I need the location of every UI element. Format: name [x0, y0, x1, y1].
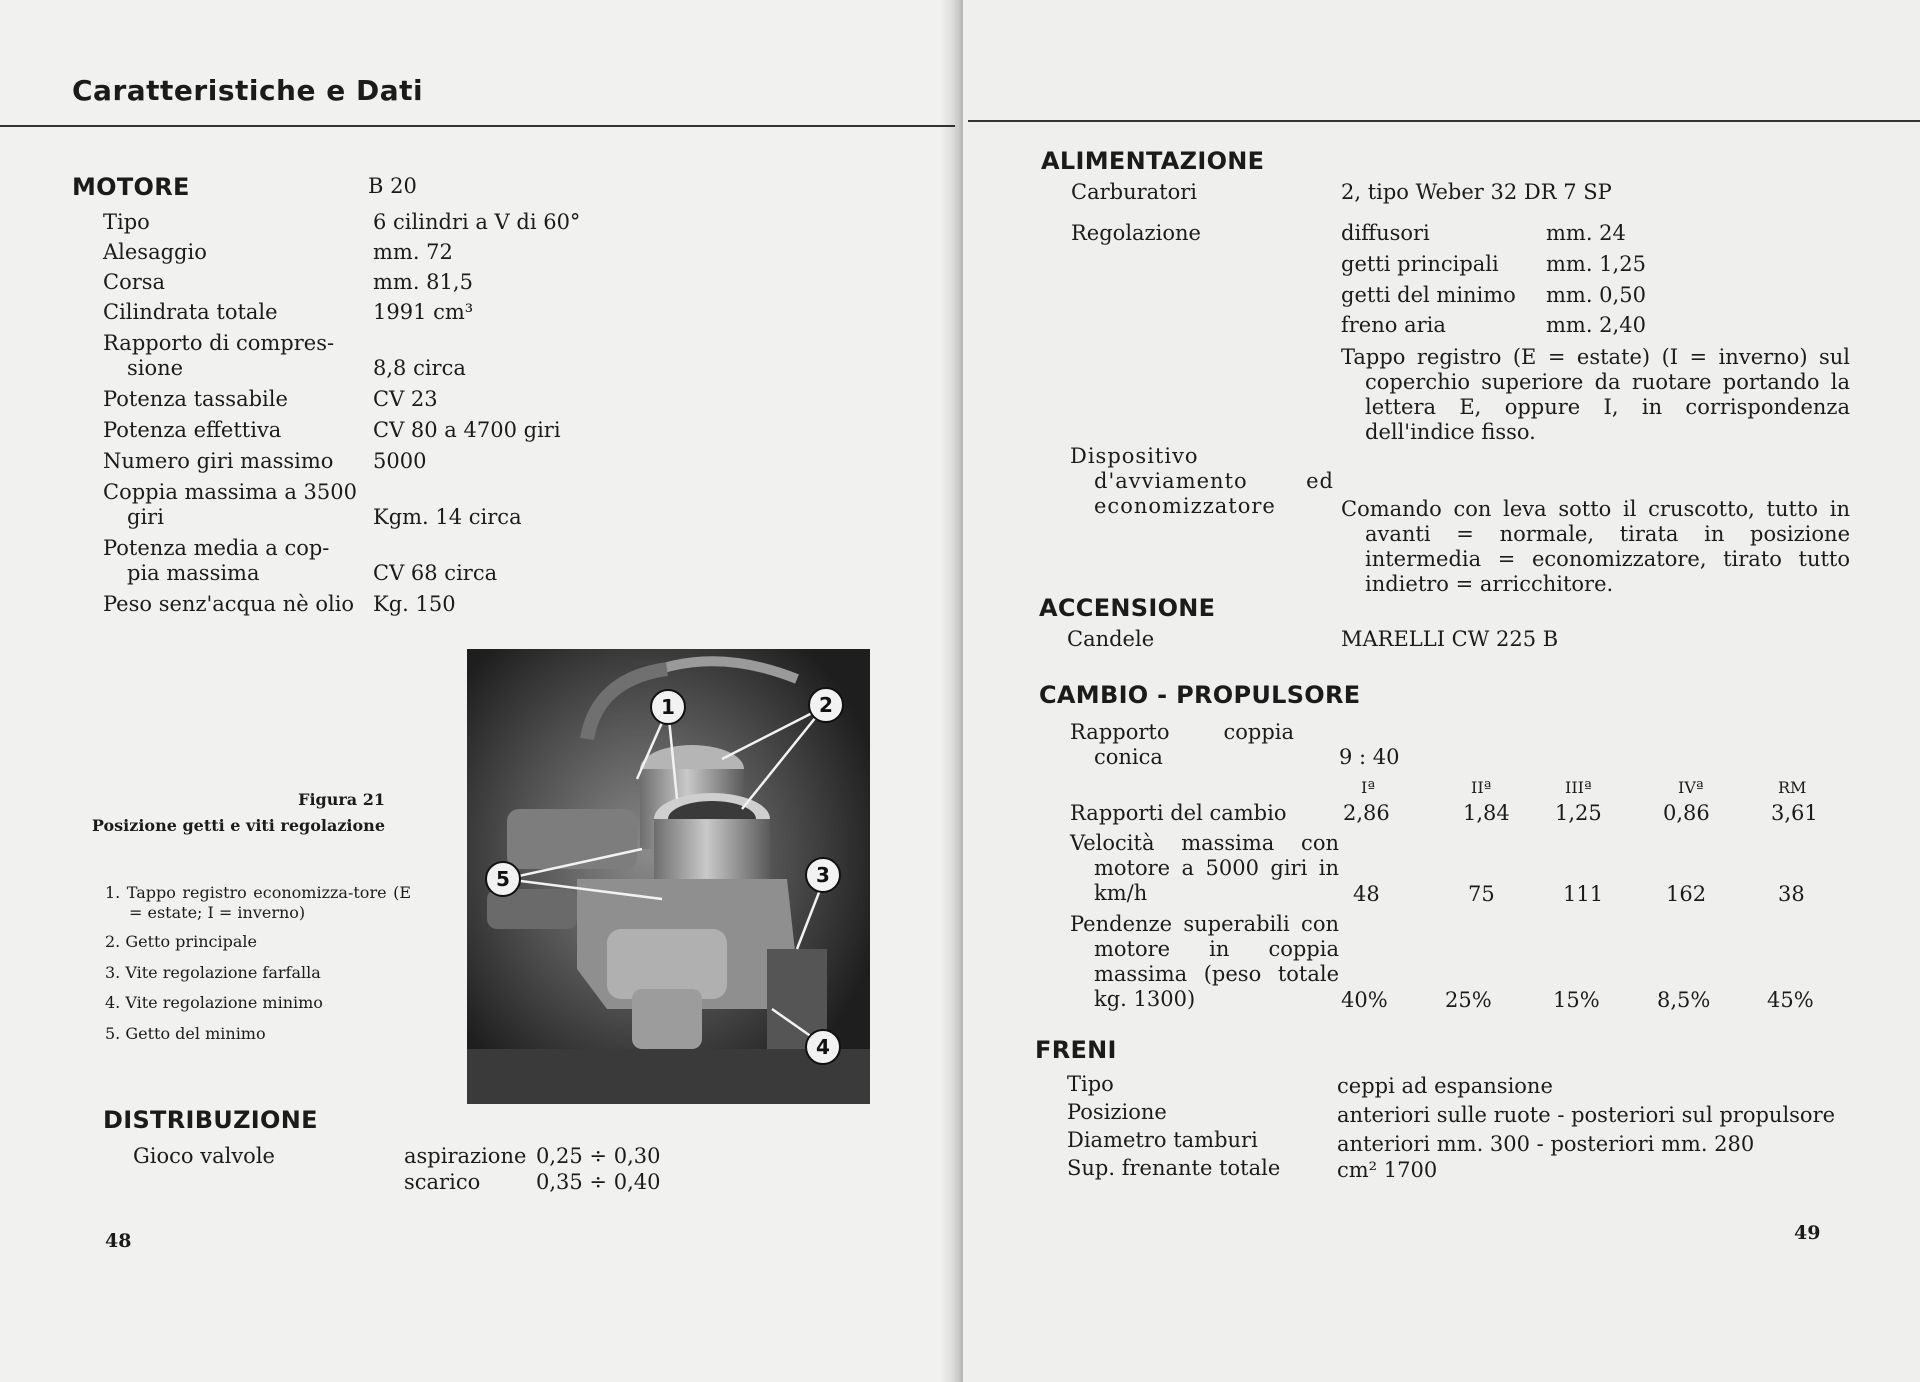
figure-title: Figura 21: [298, 790, 385, 809]
motore-value: Kg. 150: [373, 592, 456, 616]
gear-row-label: Velocità massima con motore a 5000 giri in km/h: [1070, 831, 1339, 905]
dispositivo-label: Dispositivo d'avviamento ed economizzatore: [1070, 444, 1334, 518]
valve-value: 0,35 ÷ 0,40: [536, 1170, 661, 1194]
freni-label: Diametro tamburi: [1067, 1128, 1258, 1152]
callout-1: 1: [661, 695, 675, 719]
motore-value: 8,8 circa: [373, 356, 466, 380]
motore-label: Coppia massima a 3500: [103, 480, 357, 504]
gear-cell: 1,84: [1463, 801, 1510, 825]
motore-value: CV 68 circa: [373, 561, 498, 585]
figure-caption: Posizione getti e viti regolazione: [91, 816, 385, 835]
carburetor-drawing: [467, 649, 870, 1104]
motore-label: Cilindrata totale: [103, 300, 278, 324]
valve-name: scarico: [404, 1170, 481, 1194]
header-rule: [0, 125, 955, 127]
freni-value: ceppi ad espansione: [1337, 1074, 1553, 1098]
gear-cell: 25%: [1445, 988, 1492, 1012]
motore-value: 6 cilindri a V di 60°: [373, 210, 581, 234]
gear-header: IIª: [1471, 778, 1492, 797]
regolazione-name: diffusori: [1341, 221, 1430, 245]
motore-label: Alesaggio: [103, 240, 207, 264]
motore-heading: MOTORE: [72, 173, 190, 201]
legend-item: 3. Vite regolazione farfalla: [105, 963, 321, 982]
freni-label: Posizione: [1067, 1100, 1167, 1124]
motore-label: Rapporto di compres-: [103, 331, 335, 355]
dispositivo-note: Comando con leva sotto il cruscotto, tutto in avanti = normale, tirata in posizione intermedia = economizzatore, tirato tutto indietro = arricchitore.: [1341, 497, 1850, 596]
distribuzione-label: Gioco valvole: [133, 1144, 275, 1168]
motore-value: Kgm. 14 circa: [373, 505, 522, 529]
freni-heading: FRENI: [1035, 1036, 1117, 1064]
motore-label-cont: sione: [127, 356, 184, 380]
gear-cell: 40%: [1341, 988, 1388, 1012]
carburatori-label: Carburatori: [1071, 180, 1197, 204]
candele-value: MARELLI CW 225 B: [1341, 627, 1559, 651]
freni-value: anteriori mm. 300 - posteriori mm. 280: [1337, 1132, 1755, 1156]
legend-item: 5. Getto del minimo: [105, 1024, 266, 1043]
callout-2: 2: [819, 693, 833, 717]
valve-name: aspirazione: [404, 1144, 527, 1168]
motore-label: Peso senz'acqua nè olio: [103, 592, 355, 616]
gear-cell: 162: [1666, 882, 1707, 906]
coppia-conica-value: 9 : 40: [1339, 745, 1400, 769]
regolazione-value: mm. 24: [1546, 221, 1626, 245]
carburatori-value: 2, tipo Weber 32 DR 7 SP: [1341, 180, 1612, 204]
valve-value: 0,25 ÷ 0,30: [536, 1144, 661, 1168]
gear-cell: 3,61: [1771, 801, 1818, 825]
gear-cell: 8,5%: [1657, 988, 1711, 1012]
carburetor-photo: [467, 649, 870, 1104]
callout-3: 3: [816, 863, 830, 887]
motore-label-cont: pia massima: [127, 561, 260, 585]
motore-value: mm. 72: [373, 240, 453, 264]
page-number: 48: [105, 1230, 132, 1252]
freni-value: cm² 1700: [1337, 1158, 1438, 1182]
page-number: 49: [1794, 1222, 1821, 1244]
gear-header: IVª: [1678, 778, 1704, 797]
legend-item: 2. Getto principale: [105, 932, 257, 951]
freni-label: Tipo: [1067, 1072, 1114, 1096]
callout-5: 5: [496, 867, 510, 891]
gear-cell: 2,86: [1343, 801, 1390, 825]
motore-value: CV 80 a 4700 giri: [373, 418, 561, 442]
candele-label: Candele: [1067, 627, 1155, 651]
motore-label: Potenza media a cop-: [103, 536, 330, 560]
motore-code: B 20: [368, 174, 417, 198]
freni-value: anteriori sulle ruote - posteriori sul propulsore: [1337, 1103, 1836, 1127]
page-header-title: Caratteristiche e Dati: [72, 74, 424, 107]
callout-4: 4: [816, 1035, 830, 1059]
regolazione-label: Regolazione: [1071, 221, 1201, 245]
gear-cell: 45%: [1767, 988, 1814, 1012]
right-page: [963, 0, 1920, 1382]
regolazione-name: getti del minimo: [1341, 283, 1516, 307]
gear-header: Iª: [1361, 778, 1375, 797]
header-rule: [968, 120, 1920, 122]
regolazione-value: mm. 1,25: [1546, 252, 1646, 276]
tappo-note: Tappo registro (E = estate) (I = inverno) sul coperchio superiore da ruotare portando la lettera E, oppure I, in corrispondenza dell'indice fisso.: [1341, 345, 1850, 444]
regolazione-value: mm. 0,50: [1546, 283, 1646, 307]
gear-cell: 1,25: [1555, 801, 1602, 825]
gear-row-label: Rapporti del cambio: [1070, 801, 1287, 825]
motore-label: Numero giri massimo: [103, 449, 334, 473]
motore-label: Potenza tassabile: [103, 387, 288, 411]
motore-value: CV 23: [373, 387, 438, 411]
freni-label: Sup. frenante totale: [1067, 1156, 1281, 1180]
gear-row-label: Pendenze superabili con motore in coppia massima (peso totale kg. 1300): [1070, 912, 1339, 1011]
regolazione-name: getti principali: [1341, 252, 1499, 276]
alimentazione-heading: ALIMENTAZIONE: [1041, 147, 1265, 175]
gear-header: IIIª: [1565, 778, 1592, 797]
cambio-heading: CAMBIO - PROPULSORE: [1039, 681, 1361, 709]
gear-cell: 15%: [1553, 988, 1600, 1012]
gear-cell: 111: [1563, 882, 1604, 906]
regolazione-value: mm. 2,40: [1546, 313, 1646, 337]
gear-cell: 75: [1468, 882, 1495, 906]
motore-value: 1991 cm³: [373, 300, 474, 324]
accensione-heading: ACCENSIONE: [1039, 594, 1216, 622]
coppia-conica-label: Rapporto coppia conica: [1070, 720, 1294, 769]
motore-value: 5000: [373, 449, 427, 473]
motore-label: Potenza effettiva: [103, 418, 282, 442]
gear-cell: 38: [1778, 882, 1805, 906]
left-page: [0, 0, 955, 1382]
motore-value: mm. 81,5: [373, 270, 473, 294]
distribuzione-heading: DISTRIBUZIONE: [103, 1106, 318, 1134]
regolazione-name: freno aria: [1341, 313, 1446, 337]
gear-cell: 0,86: [1663, 801, 1710, 825]
legend-item: 4. Vite regolazione minimo: [105, 993, 323, 1012]
gear-cell: 48: [1353, 882, 1380, 906]
gear-header: RM: [1778, 778, 1807, 797]
motore-label: Corsa: [103, 270, 166, 294]
motore-label: Tipo: [103, 210, 150, 234]
legend-item: 1. Tappo registro economizza-tore (E = estate; I = inverno): [105, 883, 411, 922]
motore-label-cont: giri: [127, 505, 164, 529]
